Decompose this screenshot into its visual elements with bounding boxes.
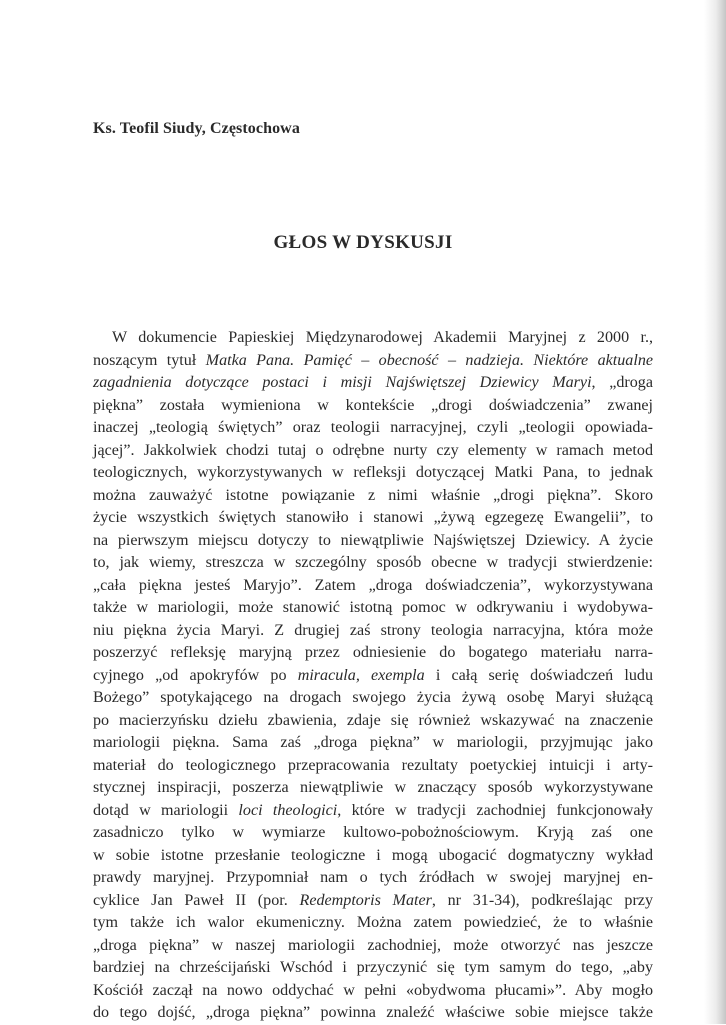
body-line — [93, 777, 653, 800]
body-line — [93, 552, 653, 575]
body-text-segment: jącej”. Jakkolwiek chodzi tutaj o odrębne nurty czy elementy w ramach metod — [93, 441, 653, 459]
body-line — [93, 867, 653, 890]
italic-text: loci theologici — [238, 801, 338, 819]
body-text-segment: „droga piękna” w naszej mariologii zachodniej, może otworzyć nas jeszcze — [93, 936, 653, 954]
body-line — [93, 530, 653, 553]
body-text-segment: życie wszystkich świętych stanowiło i stanowi „żywą egzegezę Ewangelii”, to — [93, 509, 653, 526]
body-text-segment: Kościół zaczął na nowo oddychać w pełni «obydwoma płucami»”. Aby mogło — [93, 981, 653, 999]
body-text-segment: i całą serię doświadczeń ludu — [424, 666, 653, 684]
italic-text: zagadnienia dotyczące postaci i misji Najświętszej Dziewicy Maryi — [93, 374, 592, 391]
body-line — [93, 507, 653, 530]
body-text-segment: , nr 31-34), podkreślając przy — [431, 891, 653, 909]
body-line — [93, 665, 653, 688]
body-text-segment: cyjnego „od apokryfów po — [93, 666, 298, 684]
page-spine-shadow — [704, 0, 726, 1024]
body-line — [93, 1002, 653, 1025]
article-title: GŁOS W DYSKUSJI — [273, 232, 453, 253]
body-line — [93, 800, 653, 823]
article-body — [93, 327, 653, 1025]
italic-text: miracula, exempla — [297, 666, 425, 684]
body-text-segment: teologicznych, wykorzystywanych w refleksji dotyczącej Matki Pana, to jednak — [93, 464, 653, 481]
body-line — [93, 980, 653, 1003]
italic-text: Matka Pana. Pamięć – obecność – nadzieja. Niektóre aktualne — [205, 351, 654, 369]
body-line — [93, 957, 653, 980]
body-text-segment: stycznej inspiracji, poszerza niewątpliwie w znaczący sposób wykorzystywane — [93, 779, 653, 796]
italic-text: Redemptoris Mater — [299, 891, 432, 909]
body-line — [93, 575, 653, 598]
body-line — [93, 710, 653, 733]
body-text-segment: tym także ich walor ekumeniczny. Można zatem powiedzieć, że to właśnie — [93, 914, 653, 931]
body-line — [93, 890, 653, 913]
body-line — [93, 440, 653, 463]
body-line — [93, 327, 653, 350]
body-text-segment: „cała piękna jesteś Maryjo”. Zatem „droga doświadczenia”, wykorzystywana — [93, 576, 653, 594]
body-line — [93, 417, 653, 440]
body-line — [93, 845, 653, 868]
body-line — [93, 597, 653, 620]
body-text-segment: materiał do teologicznego przepracowania rezultaty poetyckiej intuicji i arty- — [93, 756, 653, 774]
body-line — [93, 395, 653, 418]
body-text-segment: W dokumencie Papieskiej Międzynarodowej Akademii Maryjnej z 2000 r., — [112, 329, 653, 346]
body-text-segment: Bożego” spotykającego na drogach swojego życia żywą osobę Maryi służącą — [93, 689, 653, 706]
body-line — [93, 755, 653, 778]
body-text-segment: piękna” została wymieniona w kontekście „drogi doświadczenia” zwanej — [93, 396, 653, 414]
body-line — [93, 462, 653, 485]
body-text-segment: , „droga — [591, 374, 653, 391]
body-text-segment: , które w tradycji zachodniej funkcjonowały — [337, 801, 654, 819]
body-line — [93, 485, 653, 508]
author-line: Ks. Teofil Siudy, Częstochowa — [93, 120, 300, 137]
body-line — [93, 642, 653, 665]
body-text-segment: na pierwszym miejscu dotyczy to niewątpliwie Najświętszej Dziewicy. A życie — [93, 531, 653, 549]
body-text-segment: to, jak wiemy, streszcza w szczególny sposób obecne w tradycji stwierdzenie: — [93, 554, 653, 571]
body-text-segment: po macierzyńsku dziełu zbawienia, zdaje się również wskazywać na znaczenie — [93, 711, 653, 729]
body-text-segment: inaczej „teologią świętych” oraz teologii narracyjnej, czyli „teologii opowiada- — [93, 419, 653, 436]
body-text-segment: bardziej na chrześcijański Wschód i przyczynić się tym samym do tego, „aby — [93, 959, 653, 976]
body-text-segment: noszącym tytuł — [93, 351, 206, 369]
body-text-segment: dotąd w mariologii — [93, 801, 239, 819]
body-line — [93, 372, 653, 395]
body-text-segment: w sobie istotne przesłanie teologiczne i mogą ubogacić dogmatyczny wykład — [93, 846, 653, 864]
body-line — [93, 350, 653, 373]
body-line — [93, 687, 653, 710]
body-text-segment: mariologii piękna. Sama zaś „droga piękna” w mariologii, przyjmując jako — [93, 734, 653, 751]
body-line — [93, 732, 653, 755]
body-text-segment: cyklice Jan Paweł II (por. — [93, 891, 300, 909]
body-text-segment: prawdy maryjnej. Przypomniał nam o tych źródłach w swojej maryjnej en- — [93, 869, 653, 886]
body-line — [93, 912, 653, 935]
body-text-segment: niu piękna życia Maryi. Z drugiej zaś strony teologia narracyjna, która może — [93, 621, 653, 639]
body-text-segment: zasadniczo tylko w wymiarze kultowo-pobożnościowym. Kryją zaś one — [93, 824, 653, 841]
body-text-segment: także w mariologii, może stanowić istotną pomoc w odkrywaniu i wydobywa- — [93, 599, 653, 616]
body-text-segment: do tego dojść, „droga piękna” powinna znaleźć właściwe sobie miejsce także — [93, 1004, 653, 1021]
body-line — [93, 822, 653, 845]
body-line — [93, 620, 653, 643]
body-line — [93, 935, 653, 958]
body-text-segment: można zauważyć istotne powiązanie z nimi właśnie „drogi piękna”. Skoro — [93, 486, 653, 504]
body-text-segment: poszerzyć refleksję maryjną przez odniesienie do bogatego materiału narra- — [93, 644, 653, 661]
